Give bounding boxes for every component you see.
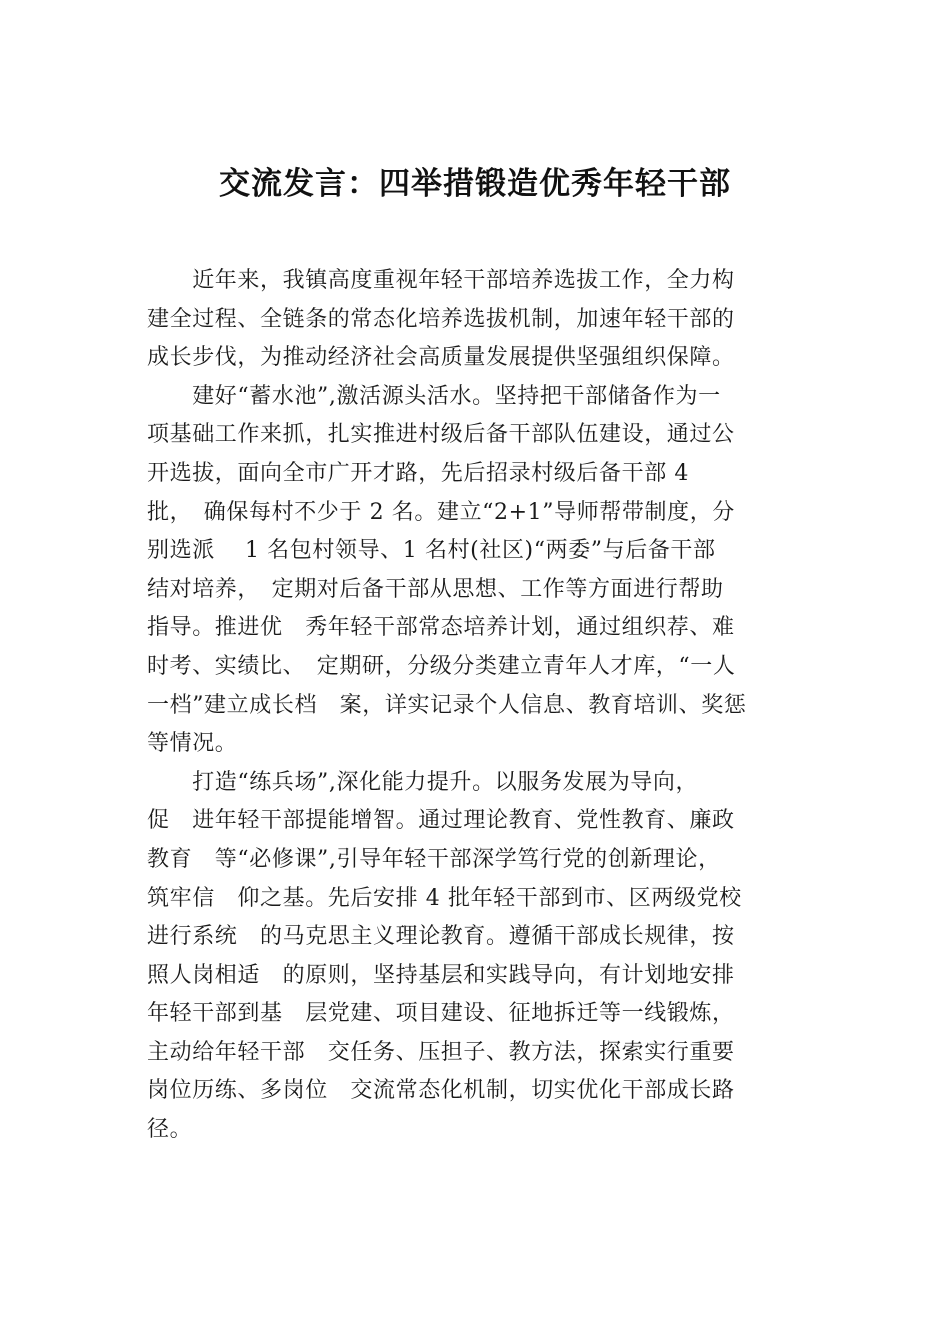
text-line: 岗位历练、多岗位 交流常态化机制，切实优化干部成长路 <box>147 1078 735 1104</box>
text-line: 促 进年轻干部提能增智。通过理论教育、党性教育、廉政 <box>147 808 735 834</box>
text-line: 进行系统 的马克思主义理论教育。遵循干部成长规律，按 <box>147 924 735 950</box>
text-line: 径。 <box>147 1117 193 1143</box>
text-line: 筑牢信 仰之基。先后安排 4 批年轻干部到市、区两级党校 <box>147 885 742 911</box>
text-line: 近年来，我镇高度重视年轻干部培养选拔工作，全力构 <box>147 268 735 293</box>
text-line: 别选派 1 名包村领导、1 名村(社区)“两委”与后备干部 <box>147 538 716 564</box>
text-line: 建全过程、全链条的常态化培养选拔机制，加速年轻干部的 <box>147 306 735 332</box>
text-line: 照人岗相适 的原则，坚持基层和实践导向，有计划地安排 <box>147 962 735 988</box>
text-line: 教育 等“必修课”,引导年轻干部深学笃行党的创新理论， <box>147 846 721 872</box>
text-line: 建好“蓄水池”,激活源头活水。坚持把干部储备作为一 <box>147 383 721 409</box>
text-line: 批， 确保每村不少于 2 名。建立“2+1”导师帮带制度，分 <box>147 499 735 525</box>
document-title: 交流发言：四举措锻造优秀年轻干部 <box>219 166 731 202</box>
text-line: 开选拔，面向全市广开才路，先后招录村级后备干部 4 <box>147 460 689 486</box>
text-line: 等情况。 <box>147 731 238 757</box>
text-line: 一档”建立成长档 案，详实记录个人信息、教育培训、奖惩 <box>147 692 747 718</box>
text-line: 项基础工作来抓，扎实推进村级后备干部队伍建设，通过公 <box>147 422 735 448</box>
text-line: 结对培养， 定期对后备干部从思想、工作等方面进行帮助 <box>147 576 724 602</box>
text-line: 打造“练兵场”,深化能力提升。以服务发展为导向， <box>147 769 699 795</box>
text-line: 时考、实绩比、 定期研，分级分类建立青年人才库，“一人 <box>147 653 736 679</box>
text-line: 成长步伐，为推动经济社会高质量发展提供坚强组织保障。 <box>147 345 735 371</box>
text-line: 指导。推进优 秀年轻干部常态培养计划，通过组织荐、难 <box>147 615 735 641</box>
text-line: 主动给年轻干部 交任务、压担子、教方法，探索实行重要 <box>147 1039 735 1065</box>
text-line: 年轻干部到基 层党建、项目建设、征地拆迁等一线锻炼， <box>147 1001 735 1027</box>
document-body <box>147 262 807 1150</box>
